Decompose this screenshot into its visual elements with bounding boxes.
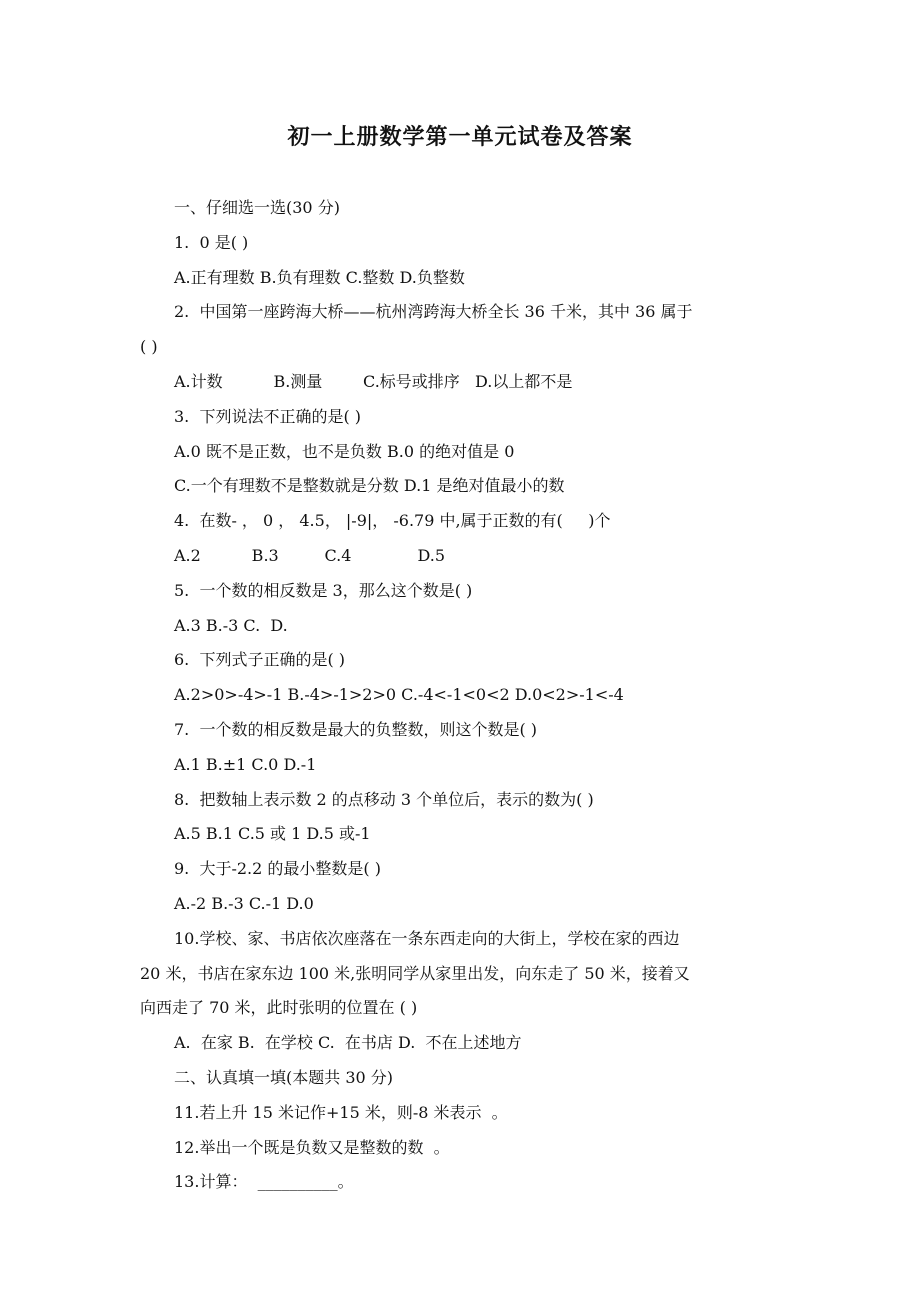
question-10-continued-1: 20 米，书店在家东边 100 米,张明同学从家里出发，向东走了 50 米，接着又 (140, 963, 690, 983)
question-5-options: A.3 B.-3 C. D. (174, 615, 288, 635)
question-2: 2. 中国第一座跨海大桥——杭州湾跨海大桥全长 36 千米，其中 36 属于 (174, 302, 693, 322)
question-9: 9. 大于-2.2 的最小整数是( ) (174, 859, 381, 879)
question-9-options: A.-2 B.-3 C.-1 D.0 (174, 893, 314, 913)
document-title: 初一上册数学第一单元试卷及答案 (287, 125, 633, 150)
question-4-options: A.2 B.3 C.4 D.5 (174, 545, 446, 565)
question-13: 13.计算： __________。 (174, 1172, 354, 1192)
question-6: 6. 下列式子正确的是( ) (174, 650, 346, 670)
question-7: 7. 一个数的相反数是最大的负整数，则这个数是( ) (174, 719, 538, 739)
question-1: 1. 0 是( ) (174, 232, 249, 252)
question-1-options: A.正有理数 B.负有理数 C.整数 D.负整数 (174, 267, 465, 287)
question-4: 4. 在数- ， 0 ， 4.5， |-9|， -6.79 中,属于正数的有( )个 (174, 511, 611, 531)
question-3: 3. 下列说法不正确的是( ) (174, 406, 362, 426)
question-8: 8. 把数轴上表示数 2 的点移动 3 个单位后，表示的数为( ) (174, 789, 594, 809)
question-3-options-ab: A.0 既不是正数，也不是负数 B.0 的绝对值是 0 (174, 441, 515, 461)
question-5: 5. 一个数的相反数是 3，那么这个数是( ) (174, 580, 473, 600)
question-8-options: A.5 B.1 C.5 或 1 D.5 或-1 (174, 824, 371, 844)
question-7-options: A.1 B.±1 C.0 D.-1 (174, 754, 317, 774)
question-3-options-cd: C.一个有理数不是整数就是分数 D.1 是绝对值最小的数 (174, 476, 565, 496)
document-body (140, 191, 765, 1200)
question-6-options: A.2>0>-4>-1 B.-4>-1>2>0 C.-4<-1<0<2 D.0<2>-1<-4 (174, 685, 624, 705)
question-12: 12.举出一个既是负数又是整数的数 。 (174, 1137, 450, 1157)
section-heading-1: 一、仔细选一选(30 分) (174, 198, 340, 217)
question-2-options: A.计数 B.测量 C.标号或排序 D.以上都不是 (174, 371, 573, 391)
section-heading-2: 二、认真填一填(本题共 30 分) (174, 1067, 394, 1087)
question-10-options: A. 在家 B. 在学校 C. 在书店 D. 不在上述地方 (174, 1033, 522, 1053)
question-2-continued: ( ) (140, 337, 158, 357)
question-10: 10.学校、家、书店依次座落在一条东西走向的大街上，学校在家的西边 (174, 928, 680, 948)
question-10-continued-2: 向西走了 70 米，此时张明的位置在 ( ) (140, 998, 418, 1018)
question-11: 11.若上升 15 米记作+15 米，则-8 米表示 。 (174, 1102, 508, 1122)
